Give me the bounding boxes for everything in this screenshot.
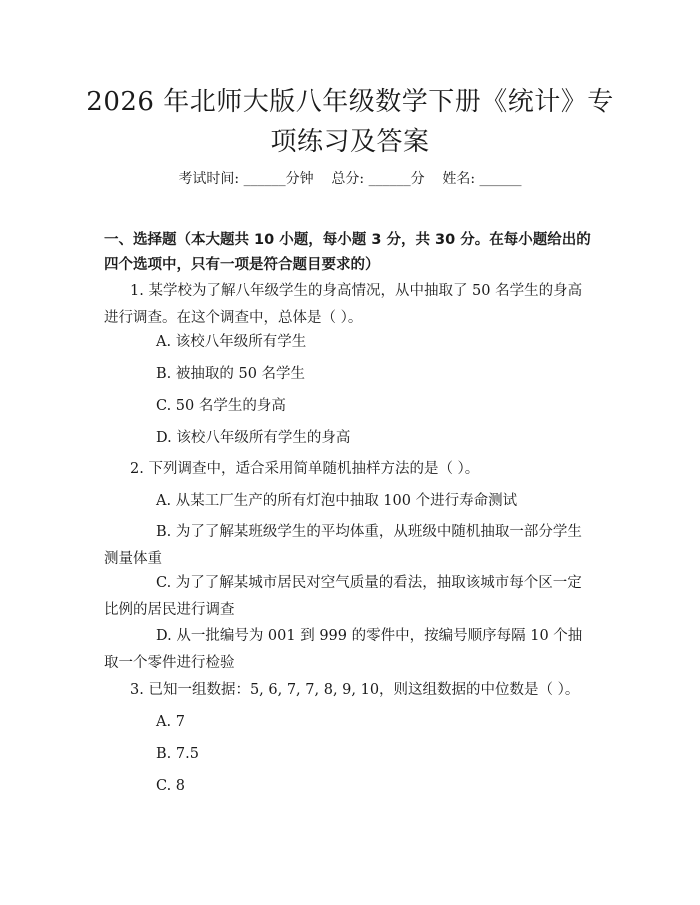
page-title-line1: 2026 年北师大版八年级数学下册《统计》专 bbox=[86, 87, 614, 117]
question-2-option-a: A. 从某工厂生产的所有灯泡中抽取 100 个进行寿命测试 bbox=[156, 493, 518, 509]
section-heading: 一、选择题（本大题共 10 小题，每小题 3 分，共 30 分。在每小题给出的四个选项中，只有一项是符合题目要求的） bbox=[104, 232, 591, 273]
question-3-option-a: A. 7 bbox=[156, 714, 185, 730]
question-3-option-b: B. 7.5 bbox=[156, 746, 199, 762]
question-2-option-b: B. 为了了解某班级学生的平均体重，从班级中随机抽取一部分学生测量体重 bbox=[104, 524, 582, 567]
exam-info-line: 考试时间: ______分钟 总分: ______分 姓名: ______ bbox=[178, 171, 522, 187]
question-1-option-b: B. 被抽取的 50 名学生 bbox=[156, 366, 306, 382]
question-2-option-d: D. 从一批编号为 001 到 999 的零件中，按编号顺序每隔 10 个抽取一个零件进行检验 bbox=[104, 628, 583, 671]
question-1-stem: 1. 某学校为了解八年级学生的身高情况，从中抽取了 50 名学生的身高进行调查。在这个调查中，总体是（ ）。 bbox=[104, 283, 583, 326]
question-1-option-c: C. 50 名学生的身高 bbox=[156, 398, 286, 414]
page-title-line2: 项练习及答案 bbox=[270, 127, 430, 157]
question-1-option-a: A. 该校八年级所有学生 bbox=[156, 334, 307, 350]
question-3-option-c: C. 8 bbox=[156, 778, 186, 794]
question-1-option-d: D. 该校八年级所有学生的身高 bbox=[156, 430, 351, 446]
question-2-option-c: C. 为了了解某城市居民对空气质量的看法，抽取该城市每个区一定比例的居民进行调查 bbox=[104, 575, 582, 618]
question-2-stem: 2. 下列调查中，适合采用简单随机抽样方法的是（ ）。 bbox=[130, 461, 480, 477]
question-3-stem: 3. 已知一组数据：5, 6, 7, 7, 8, 9, 10，则这组数据的中位数是（ ）。 bbox=[130, 682, 580, 698]
